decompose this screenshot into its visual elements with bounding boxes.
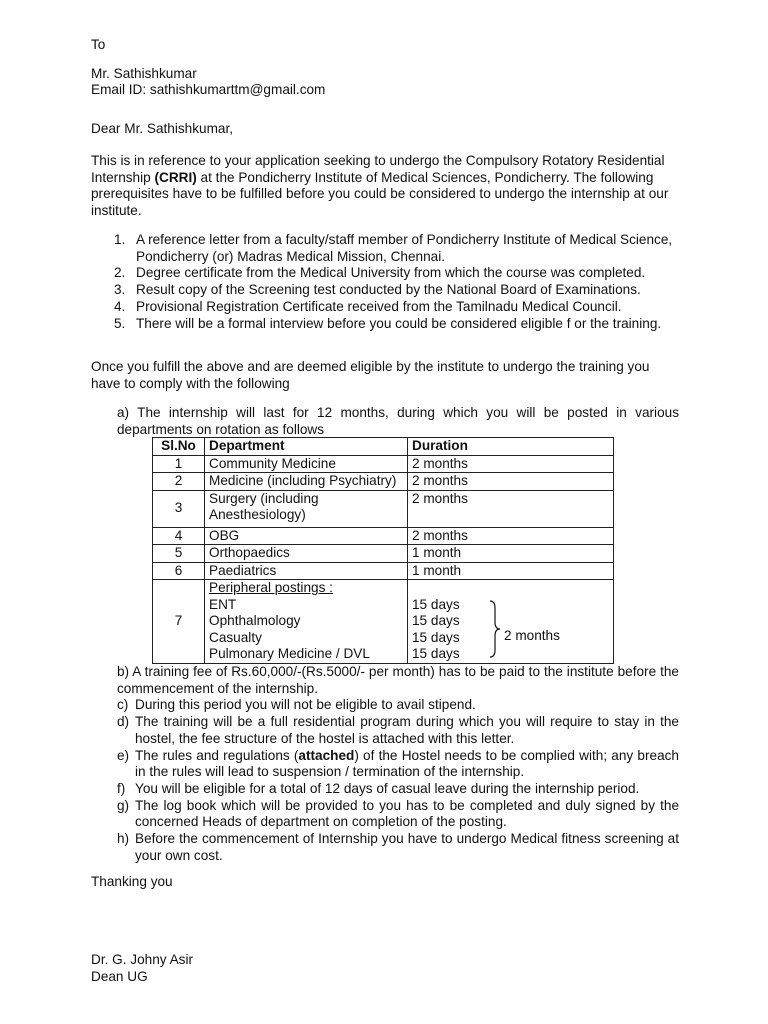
conditions-list (117, 664, 679, 864)
list-item: b) A training fee of Rs.60,000/-(Rs.5000/- per month) has to be paid to the institute before the commencement of the internship. (117, 664, 679, 696)
col-header-slno: Sl.No (153, 438, 205, 456)
item-a: a) The internship will last for 12 months, during which you will be posted in various departments on rotation as follows (117, 405, 679, 437)
list-item: g) The log book which will be provided to you has to be completed and duly signed by the concerned Heads of department on completion of the posting. (117, 797, 679, 830)
table-row: 3 Surgery (including Anesthesiology) 2 months (153, 490, 614, 527)
salutation: Dear Mr. Sathishkumar, (91, 121, 234, 136)
table-row: 6 Paediatrics 1 month (153, 562, 614, 580)
recipient-email: Email ID: sathishkumarttm@gmail.com (91, 82, 326, 97)
recipient-name: Mr. Sathishkumar (91, 66, 197, 81)
list-item: f) You will be eligible for a total of 12 days of casual leave during the internship period. (117, 780, 640, 796)
prerequisites-list (114, 232, 684, 332)
peripheral-title: Peripheral postings : (209, 580, 333, 595)
intro-text-1: This is in reference to your application seeking to undergo the Compulsory Rotatory Residential Internship (91, 153, 665, 185)
table-row: 2 Medicine (including Psychiatry) 2 months (153, 473, 614, 491)
list-item: c) During this period you will not be eligible to avail stipend. (117, 697, 476, 713)
list-item: 3. Result copy of the Screening test conducted by the National Board of Examinations. (114, 282, 641, 298)
intro-paragraph (91, 153, 681, 220)
comply-intro: Once you fulfill the above and are deemed eligible by the institute to undergo the training you have to comply with the following (91, 359, 650, 391)
list-item: 2. Degree certificate from the Medical University from which the course was completed. (114, 265, 646, 281)
to-line: To (91, 37, 106, 52)
closing: Thanking you (91, 874, 173, 889)
table-row: 4 OBG 2 months (153, 527, 614, 545)
list-item: 1. A reference letter from a faculty/staff member of Pondicherry Institute of Medical Science, Pondicherry (or) Madras Medical Mission, Chennai. (114, 232, 673, 264)
list-item: d) The training will be a full residential program during which you will require to stay in the hostel, the fee structure of the hostel is attached with this letter. (117, 714, 679, 746)
intro-text-2: at the Pondicherry Institute of Medical Sciences, Pondicherry. The following prerequisites have to be fulfilled before you could be considered to undergo the internship at our institute. (91, 169, 669, 219)
table-row: 5 Orthopaedics 1 month (153, 545, 614, 563)
table-row: 1 Community Medicine 2 months (153, 455, 614, 473)
peripheral-total: 2 months (504, 628, 560, 643)
col-header-department: Department (205, 438, 408, 456)
signatory-title: Dean UG (91, 969, 148, 984)
table-row-peripheral: 7 Peripheral postings : ENT Ophthalmology Casualty Pulmonary Medicine / DVL 15 days 15 days 15 days 15 days (153, 580, 614, 664)
table-header-row (153, 438, 614, 456)
curly-brace-icon (488, 600, 502, 658)
list-item: h) Before the commencement of Internship you have to undergo Medical fitness screening at your own cost. (117, 831, 679, 863)
list-item: e) The rules and regulations (attached) of the Hostel needs to be complied with; any breach in the rules will lead to suspension / termination of the internship. (117, 747, 679, 780)
list-item: 4. Provisional Registration Certificate received from the Tamilnadu Medical Council. (114, 298, 622, 314)
list-item: 5. There will be a formal interview before you could be considered eligible f or the training. (114, 315, 662, 331)
col-header-duration: Duration (408, 438, 614, 456)
intro-crri: (CRRI) (154, 169, 197, 185)
signatory-name: Dr. G. Johny Asir (91, 952, 193, 967)
